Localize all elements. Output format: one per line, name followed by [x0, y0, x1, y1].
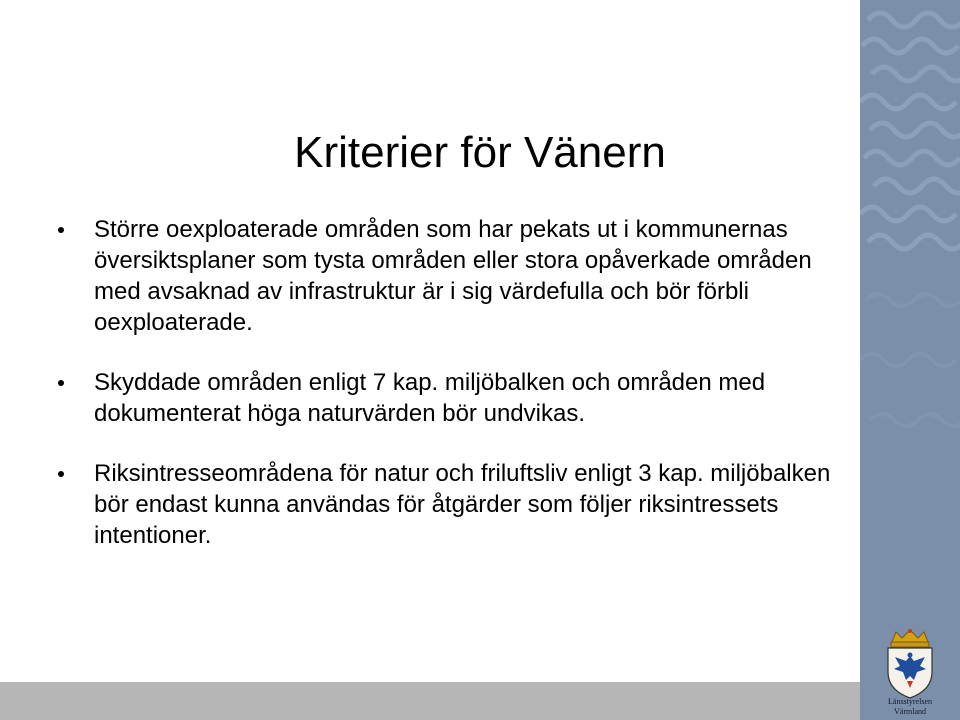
brand-name-line1: Länsstyrelsen — [888, 697, 932, 706]
bullet-item — [58, 367, 848, 429]
bullet-text: Skyddade områden enligt 7 kap. miljöbalken och områden med dokumenterat höga naturvärden bör undvikas. — [94, 369, 766, 427]
bullet-icon — [58, 471, 64, 477]
bullet-icon — [58, 227, 64, 233]
slide-title: Kriterier för Vänern — [294, 128, 666, 178]
bullet-list — [58, 214, 848, 580]
bullet-item — [58, 458, 848, 551]
bullet-text: Riksintresseområdena för natur och friluftsliv enligt 3 kap. miljöbalken bör endast kunna användas för åtgärder som följer riksintressets intentioner. — [94, 460, 831, 549]
decorative-side-panel — [860, 0, 960, 720]
bullet-icon — [58, 380, 64, 386]
bullet-text: Större oexploaterade områden som har pekats ut i kommunernas översiktsplaner som tysta områden eller stora opåverkade områden med avsaknad av infrastruktur är i sig värdefulla och bör förbli oexploaterade. — [94, 216, 812, 336]
bullet-item — [58, 214, 848, 338]
wave-pattern-decoration — [860, 0, 960, 720]
bottom-bar — [0, 682, 860, 720]
brand-name-line2: Värmland — [894, 707, 926, 716]
